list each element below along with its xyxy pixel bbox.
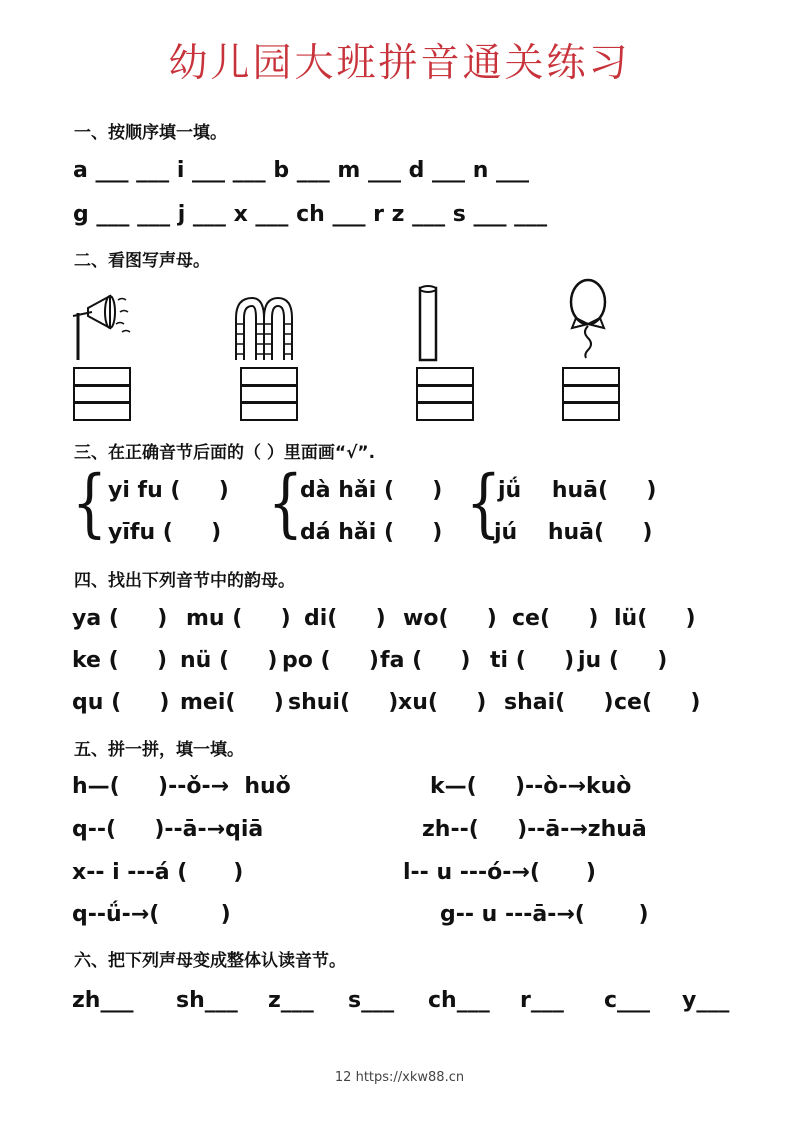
spell-left-4: q--ǘ-→( ): [72, 902, 231, 927]
choice-1b: yīfu ( ): [108, 520, 222, 545]
page-footer: 12 https://xkw88.cn: [334, 1070, 465, 1085]
section-5-heading: 五、拼一拼，填一填。: [74, 740, 244, 760]
final-item: xu( ): [398, 690, 487, 715]
choice-3b: jú huā( ): [494, 520, 653, 545]
spell-left-3: x-- i ---á ( ): [72, 860, 244, 885]
spell-left-2: q--( )--ā-→qiā: [72, 817, 264, 842]
final-item: nü ( ): [180, 648, 278, 673]
section-2-heading: 二、看图写声母。: [74, 251, 210, 271]
section-1-heading: 一、按顺序填一填。: [74, 123, 227, 143]
final-item: ya ( ): [72, 606, 168, 631]
choice-2b: dá hǎi ( ): [300, 520, 443, 545]
balloon-icon: [562, 278, 614, 360]
final-item: fa ( ): [380, 648, 471, 673]
section-3-heading: 三、在正确音节后面的（ ）里面画“√”.: [74, 443, 376, 463]
choice-3a: jǘ huā( ): [498, 478, 657, 503]
section-1-line-2: g ___ ___ j ___ x ___ ch ___ r z ___ s ___ ___: [73, 202, 548, 227]
final-item: lü( ): [614, 606, 696, 631]
answer-box-1[interactable]: [73, 367, 131, 421]
syllable-item: c___: [604, 988, 651, 1013]
syllable-item: sh___: [176, 988, 238, 1013]
final-item: po ( ): [282, 648, 379, 673]
megaphone-icon: [70, 288, 140, 363]
answer-box-4[interactable]: [562, 367, 620, 421]
final-item: ti ( ): [490, 648, 575, 673]
final-item: di( ): [304, 606, 386, 631]
answer-box-2[interactable]: [240, 367, 298, 421]
section-1-line-1: a ___ ___ i ___ ___ b ___ m ___ d ___ n ___: [73, 158, 530, 183]
final-item: wo( ): [403, 606, 497, 631]
final-item: ju ( ): [578, 648, 668, 673]
choice-2a: dà hǎi ( ): [300, 478, 443, 503]
syllable-item: r___: [520, 988, 564, 1013]
syllable-item: ch___: [428, 988, 490, 1013]
spell-right-4: g-- u ---ā-→( ): [440, 902, 649, 927]
final-item: shai( ): [504, 690, 614, 715]
section-6-heading: 六、把下列声母变成整体认读音节。: [74, 951, 346, 971]
spell-left-1: h—( )--ǒ-→ huǒ: [72, 774, 291, 799]
final-item: ce( ): [512, 606, 599, 631]
final-item: mu ( ): [186, 606, 291, 631]
syllable-item: zh___: [72, 988, 134, 1013]
syllable-item: z___: [268, 988, 314, 1013]
answer-box-3[interactable]: [416, 367, 474, 421]
final-item: ke ( ): [72, 648, 168, 673]
spell-right-3: l-- u ---ó-→( ): [403, 860, 596, 885]
final-item: shui( ): [288, 690, 399, 715]
brace-icon: {: [267, 460, 304, 546]
final-item: mei( ): [180, 690, 284, 715]
syllable-item: s___: [348, 988, 395, 1013]
final-item: ce( ): [614, 690, 701, 715]
choice-1a: yi fu ( ): [108, 478, 229, 503]
spell-right-1: k—( )--ò-→kuò: [430, 774, 632, 799]
spell-right-2: zh--( )--ā-→zhuā: [422, 817, 647, 842]
section-4-heading: 四、找出下列音节中的韵母。: [74, 571, 295, 591]
stick-icon: [414, 284, 444, 362]
page-title: 幼儿园大班拼音通关练习: [168, 41, 631, 86]
syllable-item: y___: [682, 988, 730, 1013]
brace-icon: {: [465, 460, 502, 546]
brace-icon: {: [71, 460, 108, 546]
gate-arch-icon: [232, 294, 296, 362]
final-item: qu ( ): [72, 690, 170, 715]
